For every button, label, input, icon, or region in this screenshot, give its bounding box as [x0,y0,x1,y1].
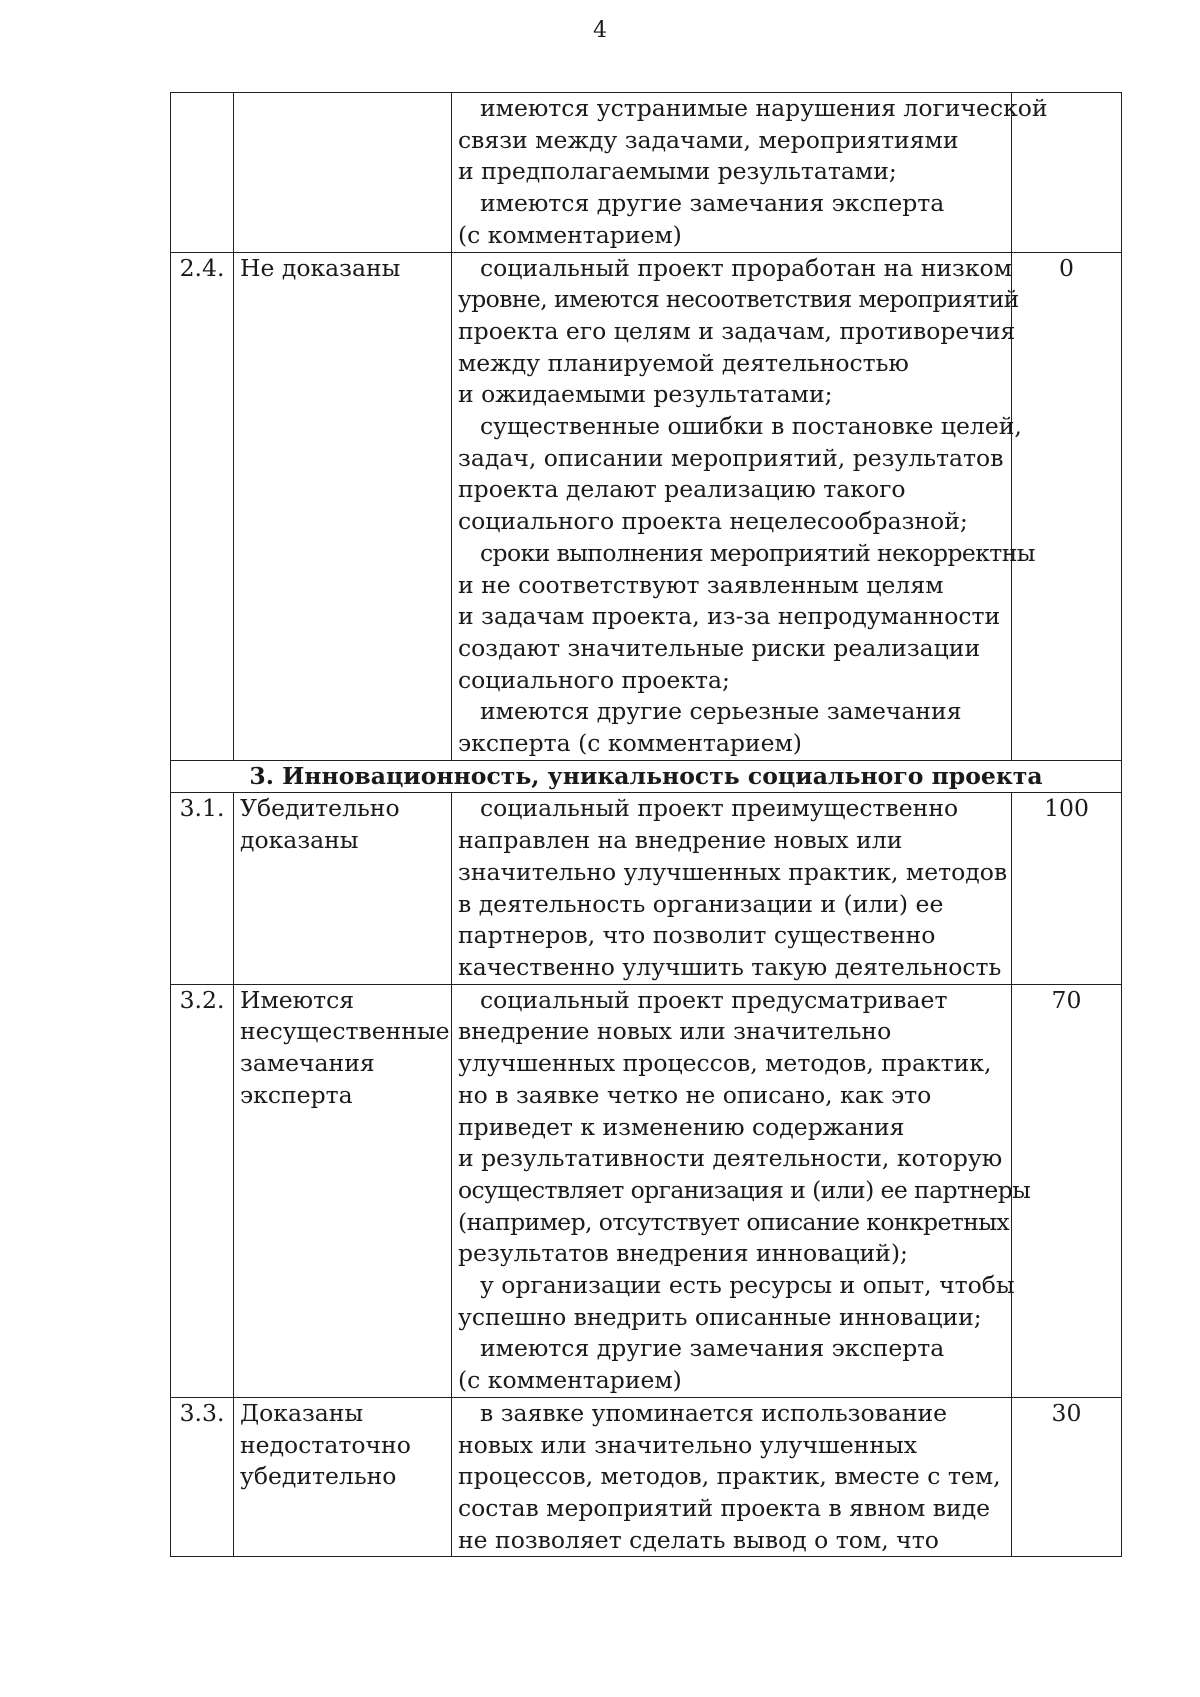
description-line: и не соответствуют заявленным целям [458,570,944,599]
row-score: 100 [1012,793,1122,984]
description-line: процессов, методов, практик, вместе с тем, [458,1462,1001,1491]
row-number [171,93,234,253]
description-line: и задачам проекта, из-за непродуманности [458,602,1001,631]
level-line: недостаточно [240,1430,411,1459]
level-line: несущественные [240,1017,450,1046]
row-number: 2.4. [171,252,234,760]
description-line: качественно улучшить такую деятельность [458,952,1002,981]
description-line: но в заявке четко не описано, как это [458,1080,932,1109]
description-line: внедрение новых или значительно [458,1017,892,1046]
description-line: приведет к изменению содержания [458,1112,905,1141]
description-line: и предполагаемыми результатами; [458,157,897,186]
section-title: 3. Инновационность, уникальность социального проекта [171,760,1122,793]
level-line: Доказаны [240,1398,364,1427]
description-line: (например, отсутствует описание конкретных [458,1207,1010,1236]
description-line: (с комментарием) [458,1366,682,1395]
row-description [452,93,1048,253]
description-line: связи между задачами, мероприятиями [458,125,959,154]
description-line: новых или значительно улучшенных [458,1430,917,1459]
table-row [171,93,1122,253]
description-line: социального проекта; [458,665,730,694]
description-line: имеются другие замечания эксперта [480,1334,945,1363]
row-number: 3.3. [171,1397,234,1557]
description-line: проекта его целям и задачам, противоречия [458,316,1016,345]
section-header-row [171,760,1122,793]
description-line: улучшенных процессов, методов, практик, [458,1049,992,1078]
description-line: создают значительные риски реализации [458,633,981,662]
description-line: успешно внедрить описанные инновации; [458,1302,982,1331]
row-score: 0 [1012,252,1122,760]
description-line: направлен на внедрение новых или [458,826,903,855]
row-level [234,93,452,253]
page-number: 4 [593,18,607,43]
description-line: между планируемой деятельностью [458,348,909,377]
description-line: эксперта (с комментарием) [458,729,802,758]
description-line: имеются другие серьезные замечания [480,697,962,726]
description-line: и результативности деятельности, которую [458,1144,1003,1173]
level-line: замечания [240,1049,375,1078]
description-line: социальный проект проработан на низком [480,253,1012,282]
description-line: сроки выполнения мероприятий некорректны [480,538,1035,567]
description-line: существенные ошибки в постановке целей, [480,412,1022,441]
description-line: имеются другие замечания эксперта [480,189,945,218]
level-line: доказаны [240,826,359,855]
row-description [452,1397,1012,1557]
description-line: социальный проект преимущественно [480,794,959,823]
description-line: социальный проект предусматривает [480,985,948,1014]
row-score: 70 [1012,984,1122,1397]
description-line: партнеров, что позволит существенно [458,921,936,950]
row-level: Не доказаны [234,252,452,760]
description-line: имеются устранимые нарушения логической [480,94,1048,122]
criteria-table [170,92,1122,1557]
row-description [452,793,1012,984]
description-line: результатов внедрения инноваций); [458,1239,908,1268]
row-description [452,984,1031,1397]
row-description [452,252,1035,760]
description-line: проекта делают реализацию такого [458,475,906,504]
table-row [171,252,1122,760]
level-line: Имеются [240,985,355,1014]
row-number: 3.2. [171,984,234,1397]
description-line: у организации есть ресурсы и опыт, чтобы [480,1271,1015,1300]
description-line: не позволяет сделать вывод о том, что [458,1525,939,1554]
description-line: уровне, имеются несоответствия мероприятий [458,285,1019,314]
table-row [171,984,1122,1397]
description-line: в заявке упоминается использование [480,1398,948,1427]
description-line: социального проекта нецелесообразной; [458,507,968,536]
description-line: осуществляет организация и (или) ее партнеры [458,1175,1031,1204]
description-line: состав мероприятий проекта в явном виде [458,1493,991,1522]
row-level [234,984,452,1397]
level-line: эксперта [240,1080,353,1109]
row-number: 3.1. [171,793,234,984]
description-line: (с комментарием) [458,220,682,249]
row-level [234,1397,452,1557]
description-line: и ожидаемыми результатами; [458,380,833,409]
level-line: убедительно [240,1462,397,1491]
description-line: задач, описании мероприятий, результатов [458,443,1004,472]
table-row [171,1397,1122,1557]
description-line: значительно улучшенных практик, методов [458,857,1008,886]
level-line: Убедительно [240,794,400,823]
table-row [171,793,1122,984]
description-line: в деятельность организации и (или) ее [458,889,944,918]
row-score: 30 [1012,1397,1122,1557]
row-level [234,793,452,984]
